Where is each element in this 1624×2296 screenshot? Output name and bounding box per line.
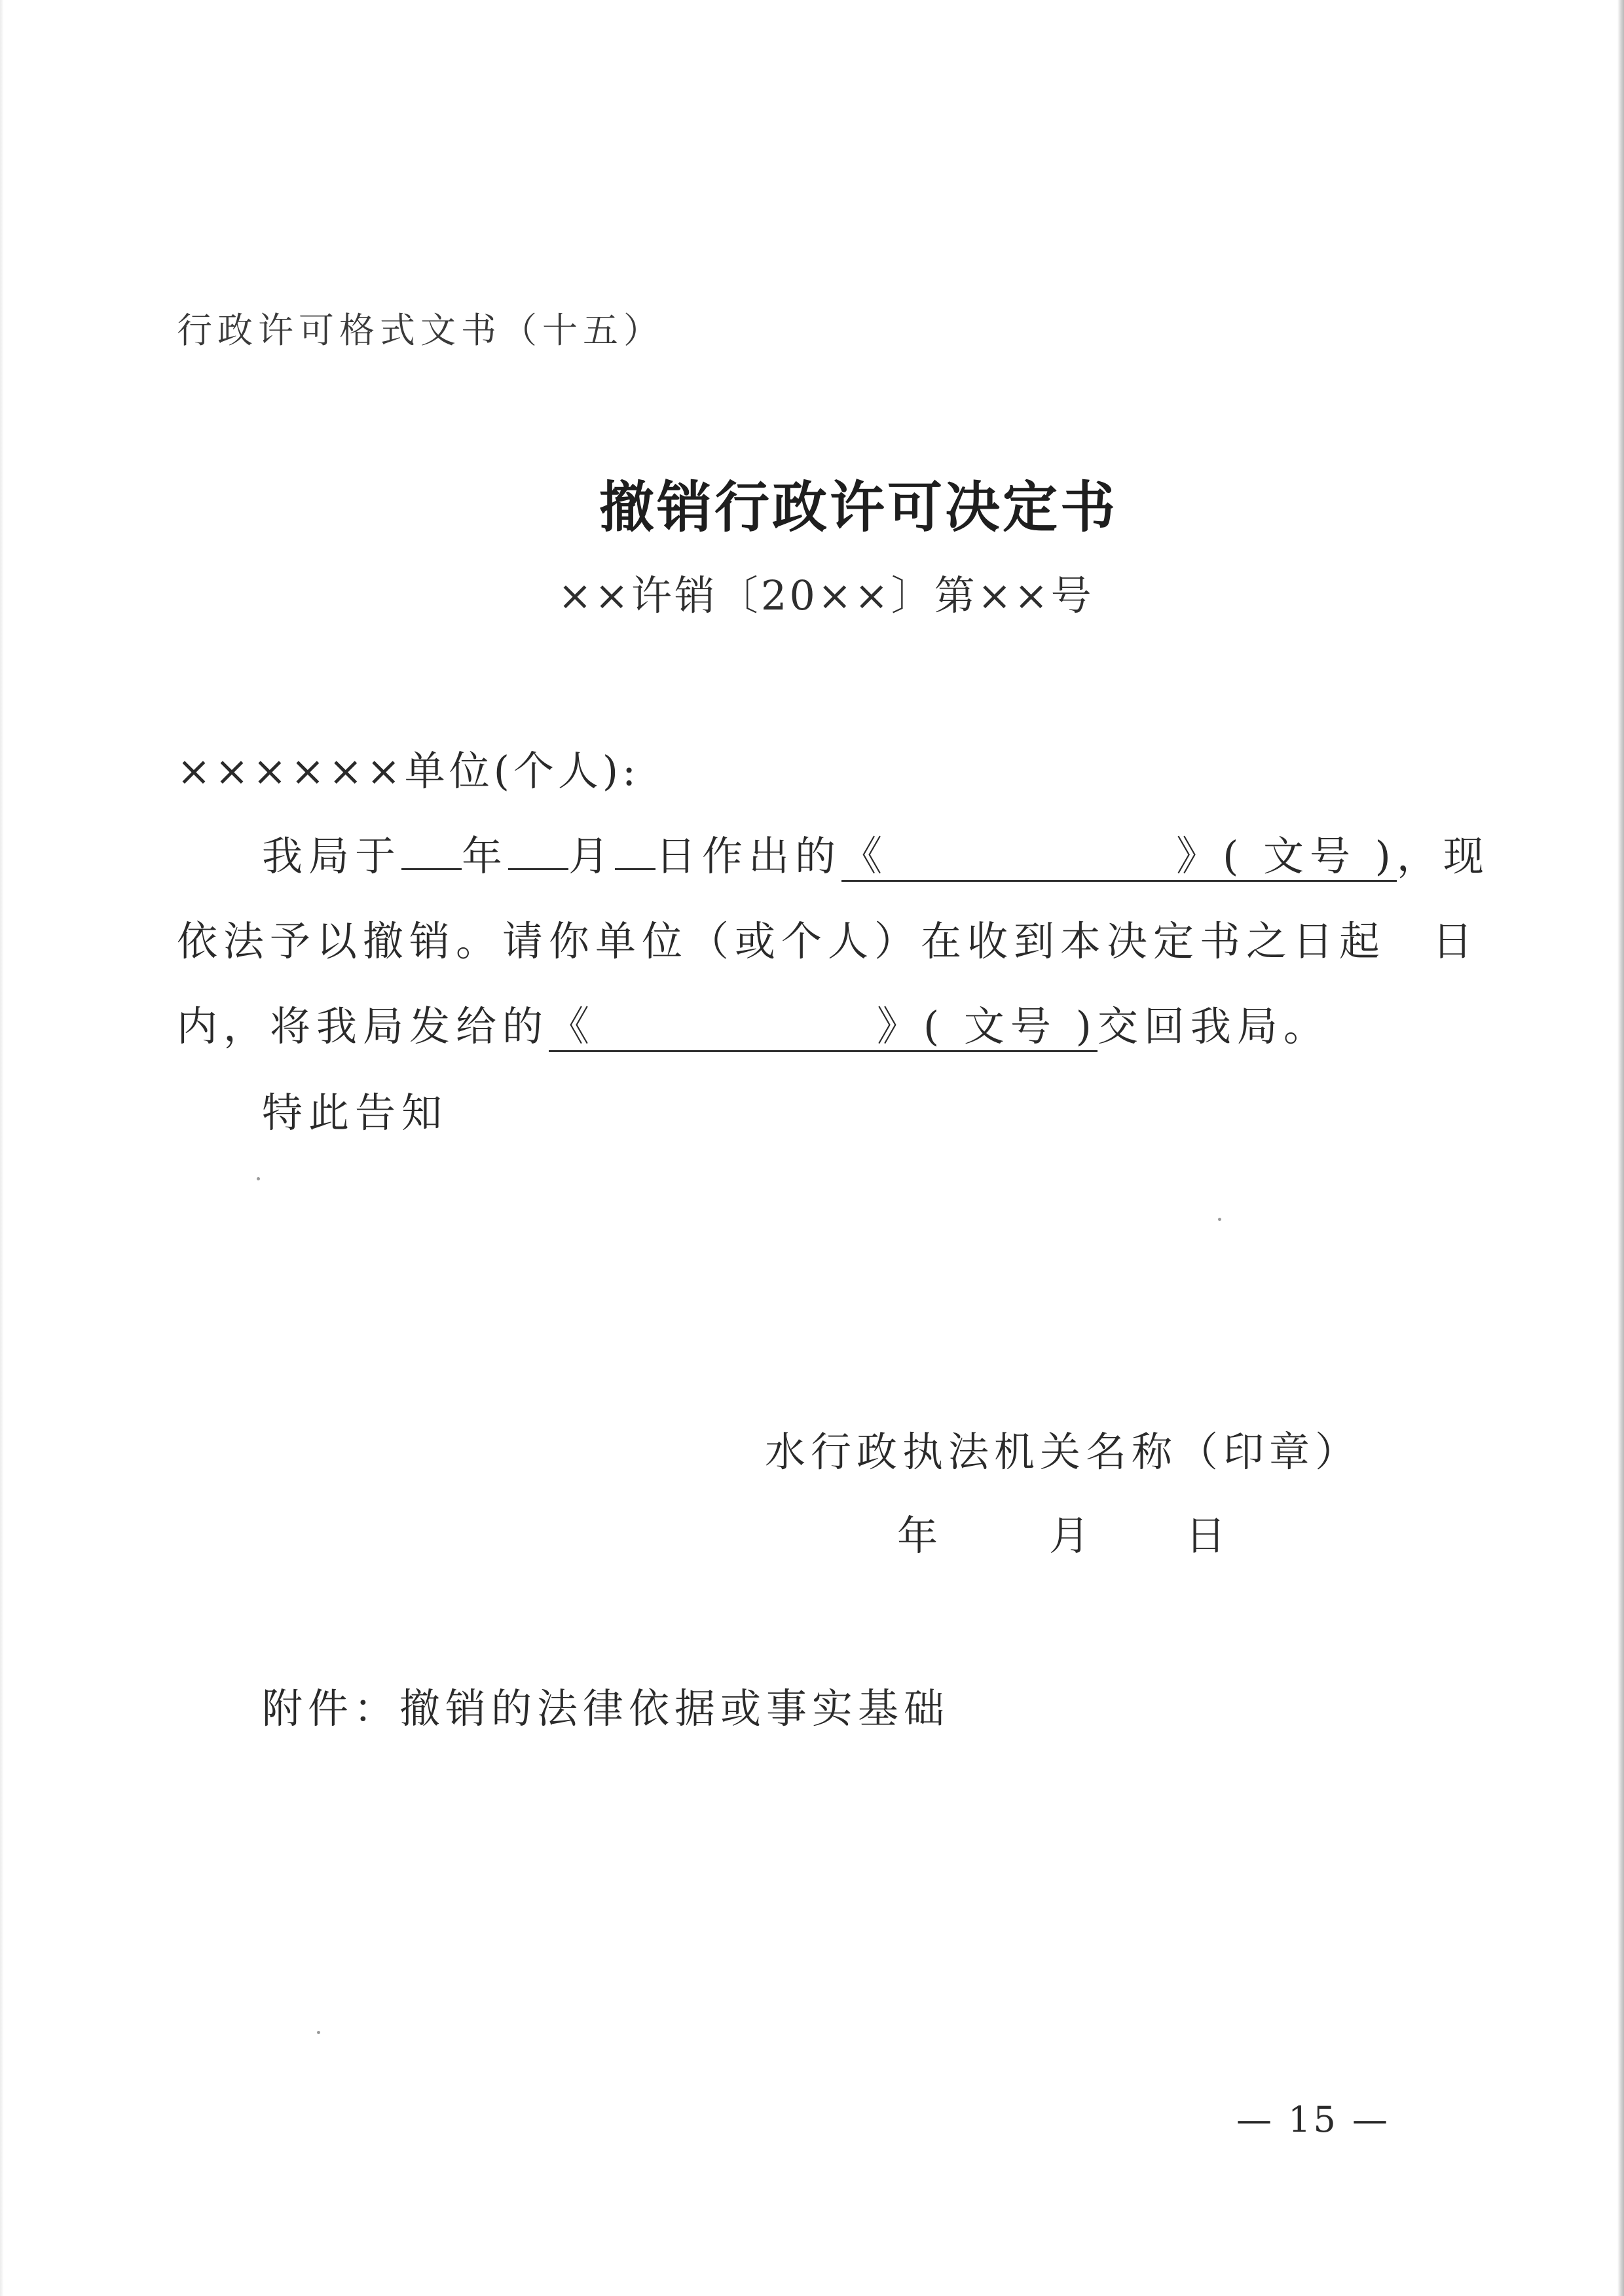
day-blank xyxy=(615,828,655,870)
text-segment: 交回我局。 xyxy=(1097,1002,1330,1050)
scan-speck xyxy=(317,2031,320,2034)
form-label: 行政许可格式文书（十五） xyxy=(177,310,664,351)
text-segment: 日作出的 xyxy=(655,832,842,880)
recipient-line: ××××××单位(个人): xyxy=(177,747,640,795)
body-paragraph-line-3 xyxy=(177,994,1330,1052)
month-blank xyxy=(508,828,568,870)
body-paragraph-line-2: 依法予以撤销。请你单位（或个人）在收到本决定书之日起 日 xyxy=(177,917,1479,965)
body-paragraph-line-1 xyxy=(262,824,1490,882)
notice-text: 特此告知 xyxy=(262,1089,449,1137)
scan-speck xyxy=(257,1177,260,1180)
text-segment: ，现 xyxy=(1396,832,1490,880)
date-month: 月 xyxy=(1049,1512,1090,1559)
issuing-authority: 水行政执法机关名称（印章） xyxy=(765,1428,1361,1476)
year-blank xyxy=(401,828,462,870)
text-segment: 年 xyxy=(462,832,509,880)
text-segment: 我局于 xyxy=(262,832,402,880)
date-year: 年 xyxy=(897,1512,938,1559)
text-segment: 内，将我局发给的 xyxy=(177,1002,549,1050)
scan-speck xyxy=(1218,1218,1221,1221)
attachment-label: 附件：撤销的法律依据或事实基础 xyxy=(262,1685,950,1732)
text-segment: 月 xyxy=(568,832,616,880)
date-day: 日 xyxy=(1185,1512,1227,1559)
decision-title-field: 《 》( 文号 ) xyxy=(841,832,1397,882)
license-title-field: 《 》( 文号 ) xyxy=(549,1002,1098,1052)
document-number: ××许销〔20××〕第××号 xyxy=(558,572,1094,619)
page-left-edge xyxy=(0,0,4,2296)
page-right-edge xyxy=(1617,0,1624,2296)
page-number: — 15 — xyxy=(1236,2099,1391,2140)
document-title: 撤销行政许可决定书 xyxy=(599,475,1118,539)
